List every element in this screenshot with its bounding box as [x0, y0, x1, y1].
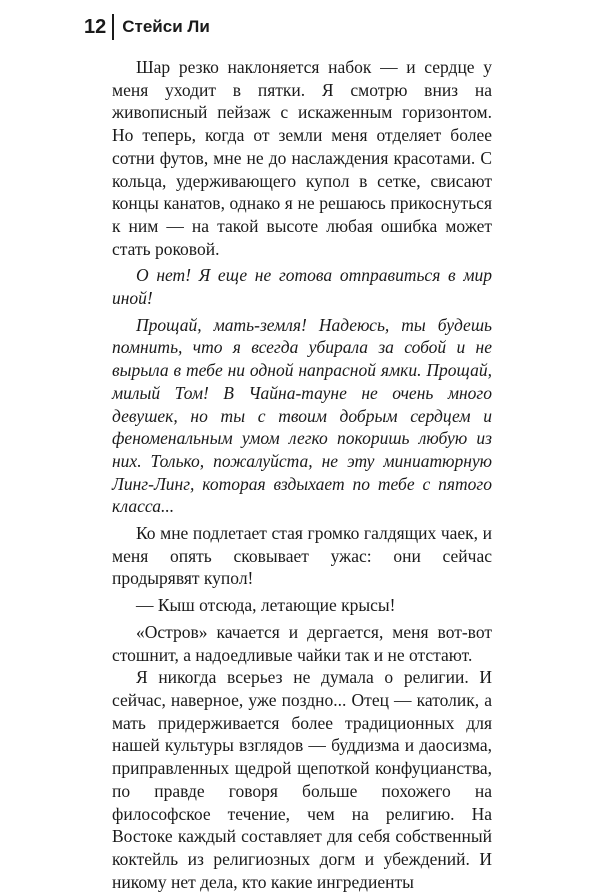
body-text [112, 56, 492, 893]
paragraph: «Остров» качается и дергается, меня вот-вот стошнит, а надоедливые чайки так и не отстают. [112, 621, 492, 665]
running-head-author: Стейси Ли [122, 17, 210, 36]
paragraph-italic: О нет! Я еще не готова отправиться в мир иной! [112, 265, 492, 309]
paragraph: Ко мне подлетает стая громко галдящих чаек, и меня опять сковывает ужас: они сейчас продырявят купол! [112, 523, 492, 589]
running-head [84, 14, 210, 40]
page-number: 12 [84, 15, 107, 38]
paragraph-italic: Прощай, мать-земля! Надеюсь, ты будешь помнить, что я всегда убирала за собой и не вырыла в тебе ни одной напрасной ямки. Прощай, милый Том! В Чайна-тауне не очень много девушек, но ты с твоим добрым сердцем и феноменальным умом легко покоришь любую из них. Только, пожалуйста, не эту миниатюрную Линг-Линг, которая вздыхает по тебе с пятого класса... [112, 314, 492, 517]
paragraph: Я никогда всерьез не думала о религии. И сейчас, наверное, уже поздно... Отец — католик, а мать придерживается более традиционных для нашей культуры взглядов — буддизма и даосизма, приправленных щедрой щепоткой конфуцианства, по правде говоря больше похожего на философское течение, чем на религию. На Востоке каждый составляет для себя собственный коктейль из религиозных догм и убеждений. И никому нет дела, кто какие ингредиенты [112, 667, 492, 892]
paragraph: Шар резко наклоняется набок — и сердце у меня уходит в пятки. Я смотрю вниз на живописный пейзаж с искаженным горизонтом. Но теперь, когда от земли меня отделяет более сотни футов, мне не до наслаждения красотами. С кольца, удерживающего купол в сетке, свисают концы канатов, однако я не решаюсь прикоснуться к ним — на такой высоте любая ошибка может стать роковой. [112, 57, 492, 259]
paragraph-dialogue: — Кыш отсюда, летающие крысы! [136, 595, 396, 616]
